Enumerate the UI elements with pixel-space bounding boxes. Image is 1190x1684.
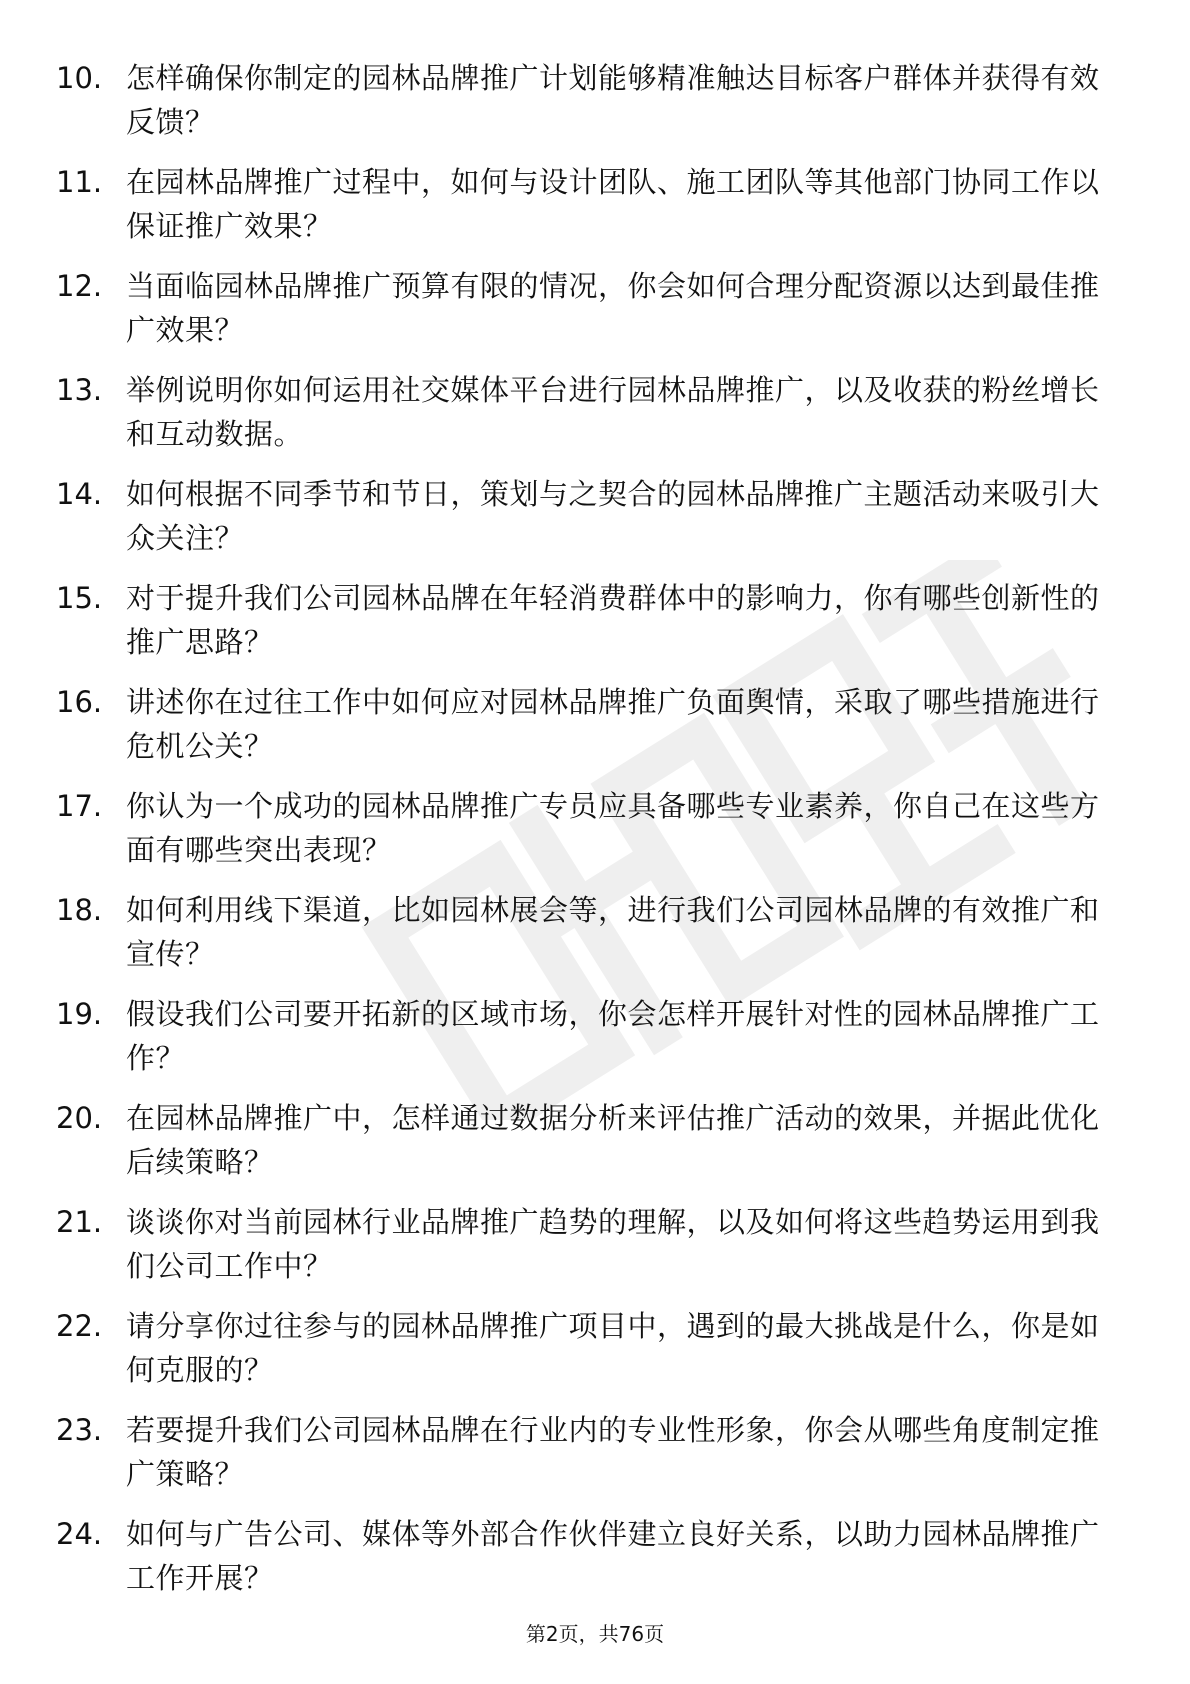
question-number: 18.: [56, 893, 103, 927]
question-item: [0, 1196, 1190, 1300]
question-item: [0, 1092, 1190, 1196]
question-number: 17.: [56, 789, 103, 823]
question-number: 24.: [56, 1517, 103, 1551]
question-text: 当面临园林品牌推广预算有限的情况，你会如何合理分配资源以达到最佳推广效果？: [126, 269, 1100, 347]
question-number: 11.: [56, 165, 103, 199]
question-number: 13.: [56, 373, 103, 407]
question-number: 14.: [56, 477, 103, 511]
question-number: 22.: [56, 1309, 103, 1343]
question-text: 在园林品牌推广中，怎样通过数据分析来评估推广活动的效果，并据此优化后续策略？: [126, 1101, 1100, 1179]
question-item: [0, 1300, 1190, 1404]
question-number: 15.: [56, 581, 103, 615]
question-item: [0, 988, 1190, 1092]
question-item: [0, 52, 1190, 156]
question-item: [0, 676, 1190, 780]
question-item: [0, 364, 1190, 468]
question-item: [0, 1508, 1190, 1612]
question-text: 在园林品牌推广过程中，如何与设计团队、施工团队等其他部门协同工作以保证推广效果？: [126, 165, 1100, 243]
question-item: [0, 468, 1190, 572]
question-text: 如何根据不同季节和节日，策划与之契合的园林品牌推广主题活动来吸引大众关注？: [126, 477, 1100, 555]
question-list: [0, 52, 1190, 1612]
page-number-label: 第2页，共76页: [525, 1622, 665, 1646]
question-text: 请分享你过往参与的园林品牌推广项目中，遇到的最大挑战是什么，你是如何克服的？: [126, 1309, 1100, 1387]
question-number: 19.: [56, 997, 103, 1031]
question-text: 若要提升我们公司园林品牌在行业内的专业性形象，你会从哪些角度制定推广策略？: [126, 1413, 1100, 1491]
question-number: 21.: [56, 1205, 103, 1239]
question-number: 16.: [56, 685, 103, 719]
question-item: [0, 780, 1190, 884]
question-text: 对于提升我们公司园林品牌在年轻消费群体中的影响力，你有哪些创新性的推广思路？: [126, 581, 1100, 659]
question-text: 讲述你在过往工作中如何应对园林品牌推广负面舆情，采取了哪些措施进行危机公关？: [126, 685, 1100, 763]
question-item: [0, 1404, 1190, 1508]
question-item: [0, 884, 1190, 988]
question-text: 如何与广告公司、媒体等外部合作伙伴建立良好关系，以助力园林品牌推广工作开展？: [126, 1517, 1100, 1595]
question-number: 10.: [56, 61, 103, 95]
question-text: 举例说明你如何运用社交媒体平台进行园林品牌推广，以及收获的粉丝增长和互动数据。: [126, 373, 1100, 451]
question-text: 谈谈你对当前园林行业品牌推广趋势的理解，以及如何将这些趋势运用到我们公司工作中？: [126, 1205, 1100, 1283]
question-text: 如何利用线下渠道，比如园林展会等，进行我们公司园林品牌的有效推广和宣传？: [126, 893, 1100, 971]
question-text: 假设我们公司要开拓新的区域市场，你会怎样开展针对性的园林品牌推广工作？: [126, 997, 1100, 1075]
question-item: [0, 260, 1190, 364]
question-text: 你认为一个成功的园林品牌推广专员应具备哪些专业素养，你自己在这些方面有哪些突出表现？: [126, 789, 1100, 867]
question-number: 20.: [56, 1101, 103, 1135]
question-item: [0, 156, 1190, 260]
page-footer: [0, 1620, 1190, 1648]
question-item: [0, 572, 1190, 676]
question-number: 12.: [56, 269, 103, 303]
question-number: 23.: [56, 1413, 103, 1447]
question-text: 怎样确保你制定的园林品牌推广计划能够精准触达目标客户群体并获得有效反馈？: [126, 61, 1100, 139]
